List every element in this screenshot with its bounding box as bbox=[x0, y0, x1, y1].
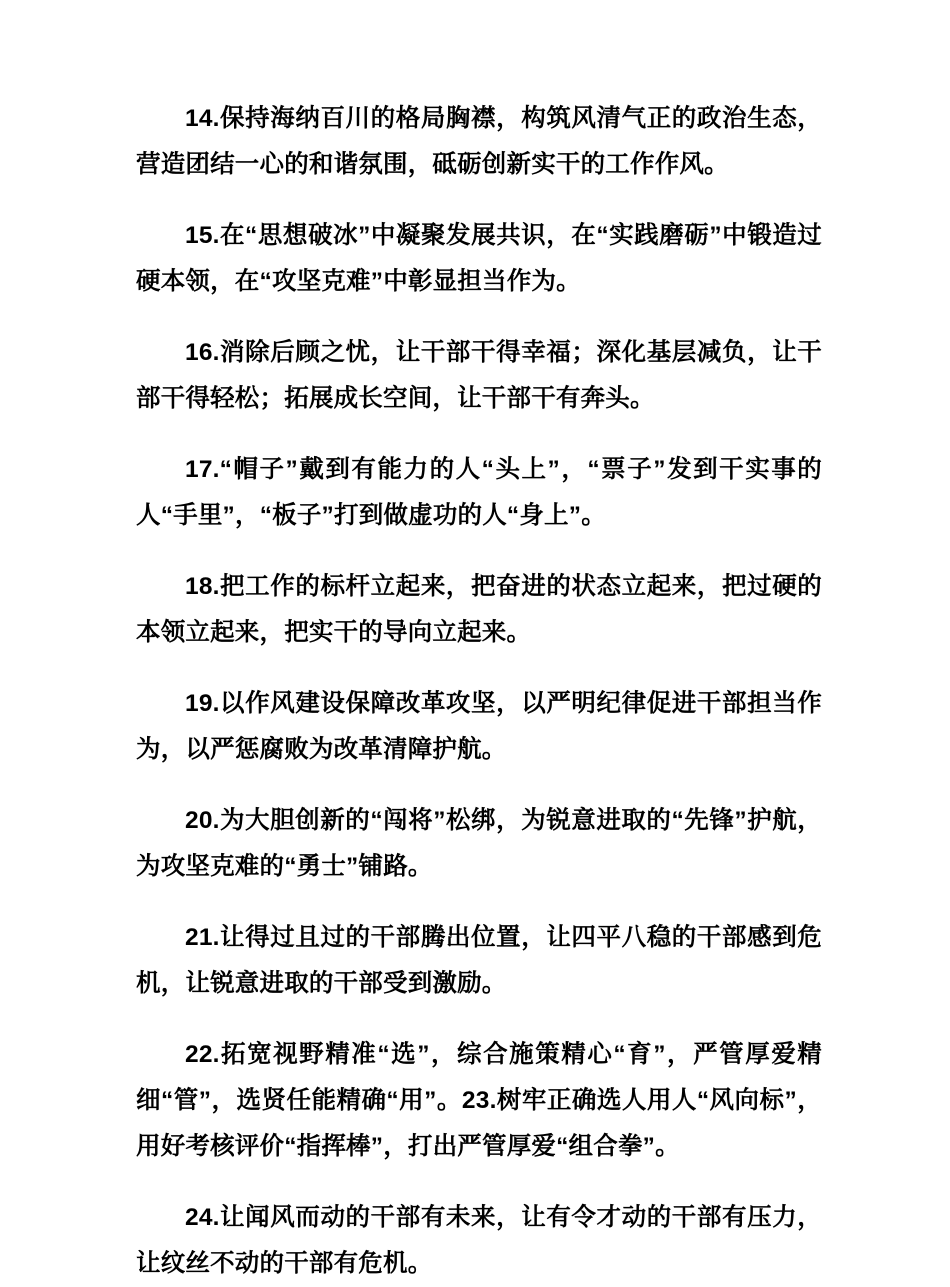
paragraph-item-14: 14.保持海纳百川的格局胸襟，构筑风清气正的政治生态，营造团结一心的和谐氛围，砥砺创新实干的工作作风。 bbox=[136, 105, 822, 178]
paragraph-item-17: 17.“帽子”戴到有能力的人“头上”，“票子”发到干实事的人“手里”，“板子”打到做虚功的人“身上”。 bbox=[136, 456, 822, 529]
paragraph-item-18: 18.把工作的标杆立起来，把奋进的状态立起来，把过硬的本领立起来，把实干的导向立起来。 bbox=[136, 573, 822, 646]
document-body bbox=[136, 96, 822, 1287]
paragraph-item-15: 15.在“思想破冰”中凝聚发展共识，在“实践磨砺”中锻造过硬本领，在“攻坚克难”中彰显担当作为。 bbox=[136, 222, 822, 295]
paragraph-item-16: 16.消除后顾之忧，让干部干得幸福；深化基层减负，让干部干得轻松；拓展成长空间，让干部干有奔头。 bbox=[136, 339, 822, 412]
paragraph-item-21: 21.让得过且过的干部腾出位置，让四平八稳的干部感到危机，让锐意进取的干部受到激励。 bbox=[136, 924, 822, 997]
paragraph-item-24: 24.让闻风而动的干部有未来，让有令才动的干部有压力，让纹丝不动的干部有危机。 bbox=[136, 1204, 822, 1277]
paragraph-item-22-23: 22.拓宽视野精准“选”，综合施策精心“育”，严管厚爱精细“管”，选贤任能精确“用”。23.树牢正确选人用人“风向标”，用好考核评价“指挥棒”，打出严管厚爱“组合拳”。 bbox=[136, 1041, 822, 1160]
paragraph-item-20: 20.为大胆创新的“闯将”松绑，为锐意进取的“先锋”护航，为攻坚克难的“勇士”铺路。 bbox=[136, 807, 822, 880]
paragraph-item-19: 19.以作风建设保障改革攻坚，以严明纪律促进干部担当作为，以严惩腐败为改革清障护航。 bbox=[136, 690, 822, 763]
